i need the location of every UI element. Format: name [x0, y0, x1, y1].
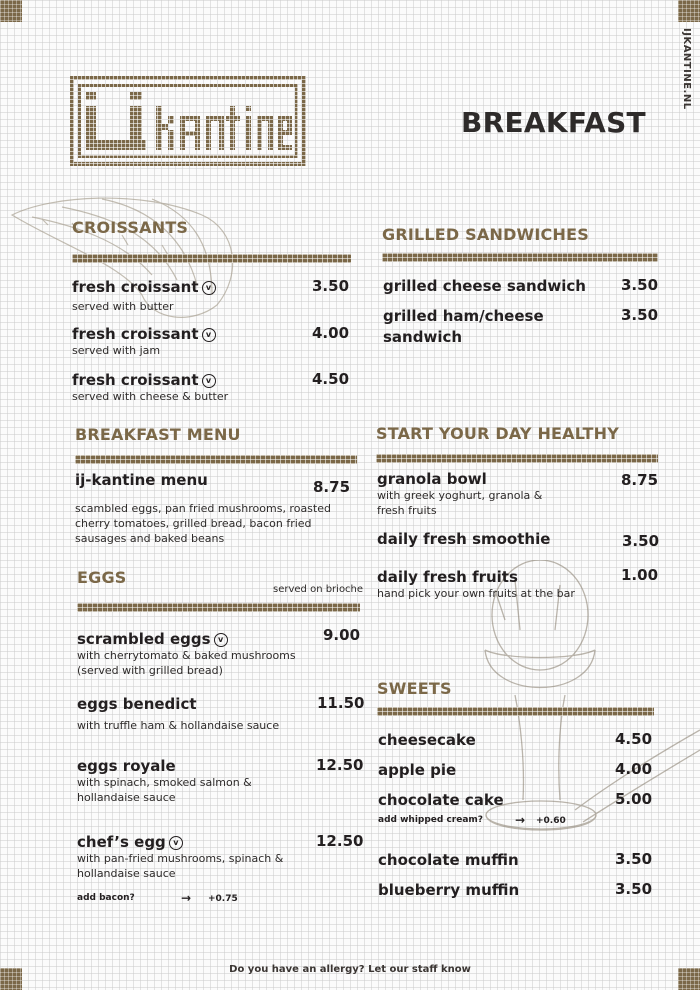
item-price: 3.50: [622, 532, 660, 550]
item-price: 3.50: [621, 306, 659, 324]
item-description: served with cheese & butter: [72, 390, 229, 403]
item-price: 3.50: [312, 277, 350, 295]
menu-item: [378, 790, 504, 809]
item-description: with truffle ham & hollandaise sauce: [77, 719, 280, 732]
item-price: 4.00: [615, 760, 653, 778]
kantine-logo: [70, 76, 306, 166]
item-name: eggs benedict: [77, 695, 197, 713]
item-name: apple pie: [378, 761, 457, 779]
egg-cup-illustration: [465, 560, 700, 880]
vegetarian-icon: v: [169, 836, 183, 850]
item-name: fresh croissant: [72, 325, 199, 343]
item-name: grilled ham/cheese sandwich: [383, 307, 544, 346]
item-name: daily fresh smoothie: [377, 530, 551, 548]
grilled-sandwiches-title: GRILLED SANDWICHES: [382, 225, 589, 244]
item-name: scrambled eggs: [77, 630, 211, 648]
healthy-title: START YOUR DAY HEALTHY: [376, 424, 619, 443]
item-price: 12.50: [316, 756, 364, 774]
item-price: 4.50: [615, 730, 653, 748]
item-price: 3.50: [621, 276, 659, 294]
item-name: grilled cheese sandwich: [383, 277, 586, 295]
item-name: cheesecake: [378, 731, 476, 749]
item-price: 3.50: [615, 850, 653, 868]
menu-item: [377, 529, 550, 548]
eggs-title: EGGS: [77, 568, 127, 587]
item-price: 1.00: [621, 566, 659, 584]
sweets-title: SWEETS: [377, 679, 452, 698]
addon-price: +0.75: [208, 894, 238, 904]
item-description: served with butter: [72, 300, 174, 313]
item-name: ij-kantine menu: [75, 471, 208, 489]
item-name: blueberry muffin: [378, 881, 520, 899]
item-name: fresh croissant: [72, 278, 199, 296]
item-description: with pan-fried mushrooms, spinach & hollandaise sauce: [77, 852, 284, 880]
menu-item: [72, 370, 228, 404]
menu-item: [378, 760, 456, 779]
item-price: 9.00: [323, 626, 361, 644]
menu-item: [72, 277, 216, 314]
item-description: scambled eggs, pan fried mushrooms, roasted cherry tomatoes, grilled bread, bacon fried sausages and baked beans: [75, 502, 331, 545]
addon-price: +0.60: [536, 816, 566, 826]
addon-label: add bacon?: [77, 893, 135, 903]
section-divider: [77, 603, 360, 612]
vegetarian-icon: v: [202, 328, 216, 342]
section-divider: [376, 454, 658, 463]
menu-item: [77, 694, 279, 733]
item-name: granola bowl: [377, 470, 487, 488]
item-description: with greek yoghurt, granola & fresh fruits: [377, 489, 543, 517]
corner-decoration: [678, 0, 700, 22]
item-description: hand pick your own fruits at the bar: [377, 587, 575, 600]
item-name: daily fresh fruits: [377, 568, 518, 586]
menu-item: [377, 567, 575, 601]
menu-item: [77, 756, 287, 805]
arrow-icon: →: [181, 891, 192, 905]
item-description: with cherrytomato & baked mushrooms (served with grilled bread): [77, 649, 296, 677]
section-divider: [72, 254, 351, 263]
item-name: chef’s egg: [77, 833, 166, 851]
vegetarian-icon: v: [214, 633, 228, 647]
menu-item: [77, 629, 307, 678]
menu-item: [75, 470, 345, 546]
addon-label: add whipped cream?: [378, 815, 484, 825]
item-price: 12.50: [316, 832, 364, 850]
menu-item: [377, 469, 557, 518]
item-name: chocolate muffin: [378, 851, 519, 869]
section-divider: [377, 707, 654, 716]
croissants-title: CROISSANTS: [72, 218, 189, 237]
arrow-icon: →: [515, 813, 526, 827]
item-price: 3.50: [615, 880, 653, 898]
allergy-footer: Do you have an allergy? Let our staff know: [229, 964, 471, 975]
item-price: 4.50: [312, 370, 350, 388]
menu-item: [383, 306, 583, 348]
item-description: served with jam: [72, 344, 161, 357]
menu-item: [378, 880, 519, 899]
vegetarian-icon: v: [202, 374, 216, 388]
vegetarian-icon: v: [202, 281, 216, 295]
item-name: fresh croissant: [72, 371, 199, 389]
item-price: 11.50: [317, 694, 365, 712]
item-description: with spinach, smoked salmon & hollandaise sauce: [77, 776, 252, 804]
item-price: 8.75: [621, 471, 659, 489]
eggs-subtitle: served on brioche: [273, 584, 364, 595]
menu-item: [378, 850, 519, 869]
item-price: 4.00: [312, 324, 350, 342]
item-price: 8.75: [313, 478, 351, 496]
item-name: eggs royale: [77, 757, 176, 775]
item-name: chocolate cake: [378, 791, 504, 809]
section-divider: [382, 253, 658, 262]
item-price: 5.00: [615, 790, 653, 808]
menu-item: [378, 730, 476, 749]
website-label[interactable]: IJKANTINE.NL: [681, 28, 692, 110]
corner-decoration: [0, 0, 22, 22]
page-title: BREAKFAST: [461, 106, 646, 139]
breakfast-menu-title: BREAKFAST MENU: [75, 425, 241, 444]
menu-item: [72, 324, 216, 358]
menu-item: [77, 832, 292, 881]
menu-item: [383, 276, 586, 295]
section-divider: [75, 455, 357, 464]
